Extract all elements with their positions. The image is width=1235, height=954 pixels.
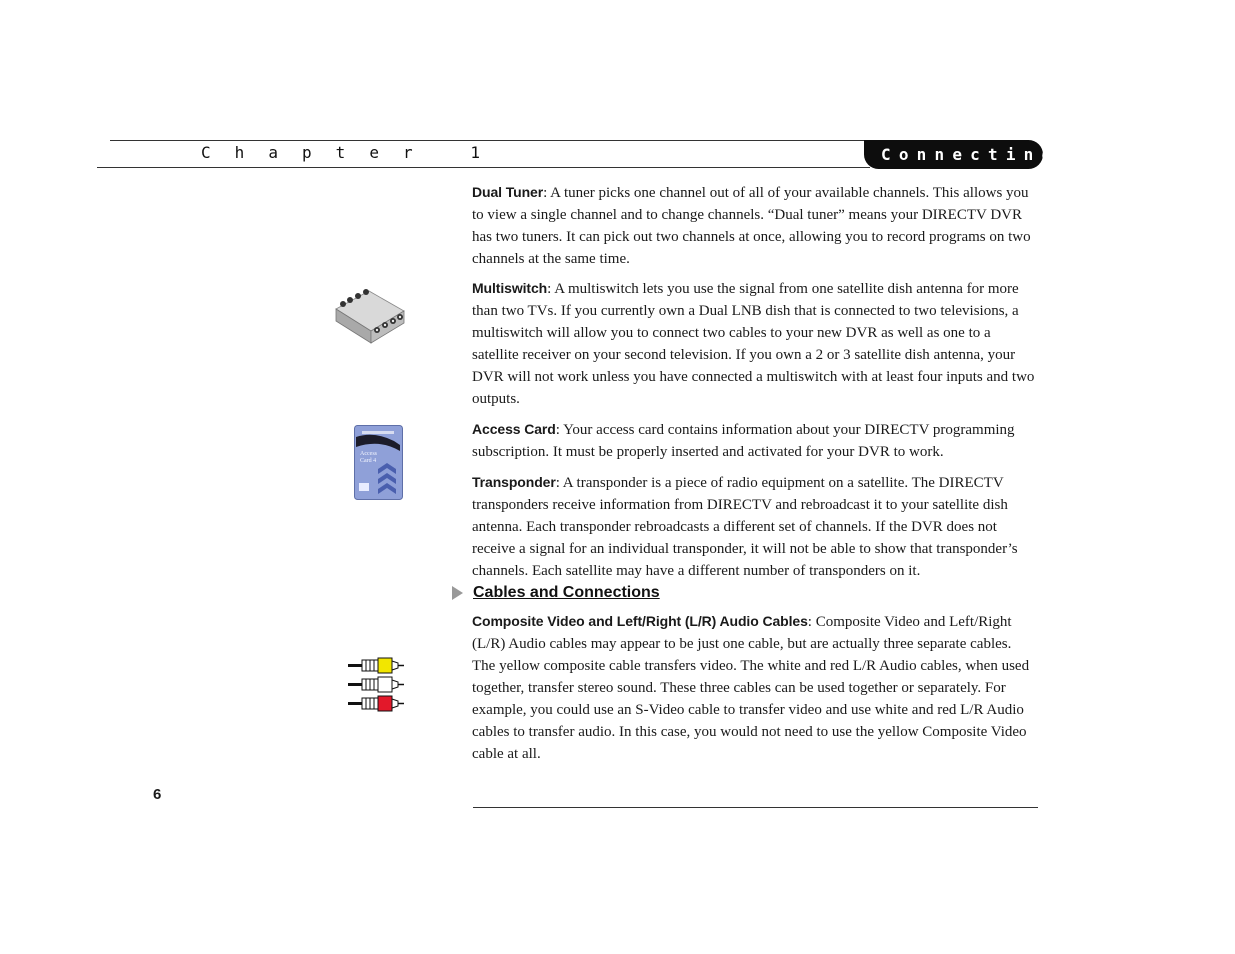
definition-access-card: : Your access card contains information about your DIRECTV programming subscription. It must be properly inserted and activated for your DVR to work.: [472, 422, 1015, 460]
term-multiswitch: Multiswitch: [472, 280, 548, 296]
entry-access-card: [472, 418, 1038, 463]
card-label-top: Access: [360, 451, 377, 457]
white-cable: [348, 677, 404, 692]
chapter-label: C h a p t e r 1: [201, 143, 488, 162]
section-content: [472, 610, 1038, 765]
entry-multiswitch: [472, 277, 1038, 410]
entry-transponder: [472, 471, 1038, 582]
section-heading: [452, 584, 660, 602]
footer-rule: [473, 807, 1038, 808]
red-cable: [348, 696, 404, 711]
header-rule-bottom: [97, 167, 870, 168]
header-rule-top: [110, 140, 870, 141]
term-access-card: Access Card: [472, 421, 556, 437]
multiswitch-illustration: [333, 287, 407, 345]
term-composite-cables: Composite Video and Left/Right (L/R) Audio Cables: [472, 613, 808, 629]
main-content: [472, 181, 1038, 582]
page-number: 6: [153, 786, 162, 803]
definition-dual-tuner: : A tuner picks one channel out of all of your available channels. This allows you to view a single channel and to change channels. “Dual tuner” means your DIRECTV DVR has two tuners. It can pick out two channels at once, allowing you to record programs on two channels at the same time.: [472, 185, 1031, 267]
yellow-cable: [348, 658, 404, 673]
term-transponder: Transponder: [472, 474, 556, 490]
term-dual-tuner: Dual Tuner: [472, 184, 544, 200]
section-tab: Connecting: [864, 140, 1043, 169]
entry-composite-cables: [472, 610, 1038, 765]
definition-composite-cables: : Composite Video and Left/Right (L/R) Audio cables may appear to be just one cable, but are actually three separate cables. The yellow composite cable transfers video. The white and red L/R Audio cables, when used together, transfer stereo sound. These three cables can be used together or separately. For example, you could use an S-Video cable to transfer video and use white and red L/R Audio cables to transfer audio. In this case, you would not need to use the yellow Composite Video cable at all.: [472, 614, 1030, 762]
card-label-bottom: Card 4: [360, 458, 377, 464]
rca-cables-illustration: [346, 655, 408, 713]
access-card-illustration: [354, 425, 403, 500]
section-triangle-icon: [452, 586, 463, 600]
section-title: Cables and Connections: [473, 584, 660, 601]
definition-multiswitch: : A multiswitch lets you use the signal from one satellite dish antenna for more than two TVs. If you currently own a Dual LNB dish that is connected to two televisions, a multiswitch will allow you to connect two cables to your new DVR as well as one to a satellite receiver on your second television. If you own a 2 or 3 satellite dish antenna, your DVR will not work unless you have connected a multiswitch with at least four inputs and two outputs.: [472, 281, 1035, 407]
entry-dual-tuner: [472, 181, 1038, 270]
definition-transponder: : A transponder is a piece of radio equipment on a satellite. The DIRECTV transponders receive information from DIRECTV and rebroadcast it to your satellite dish antenna. Each transponder rebroadcasts a different set of channels. If the DVR does not receive a signal for an individual transponder, it will not be able to show that transponder’s channels. Each satellite may have a different number of transponders on it.: [472, 475, 1018, 579]
